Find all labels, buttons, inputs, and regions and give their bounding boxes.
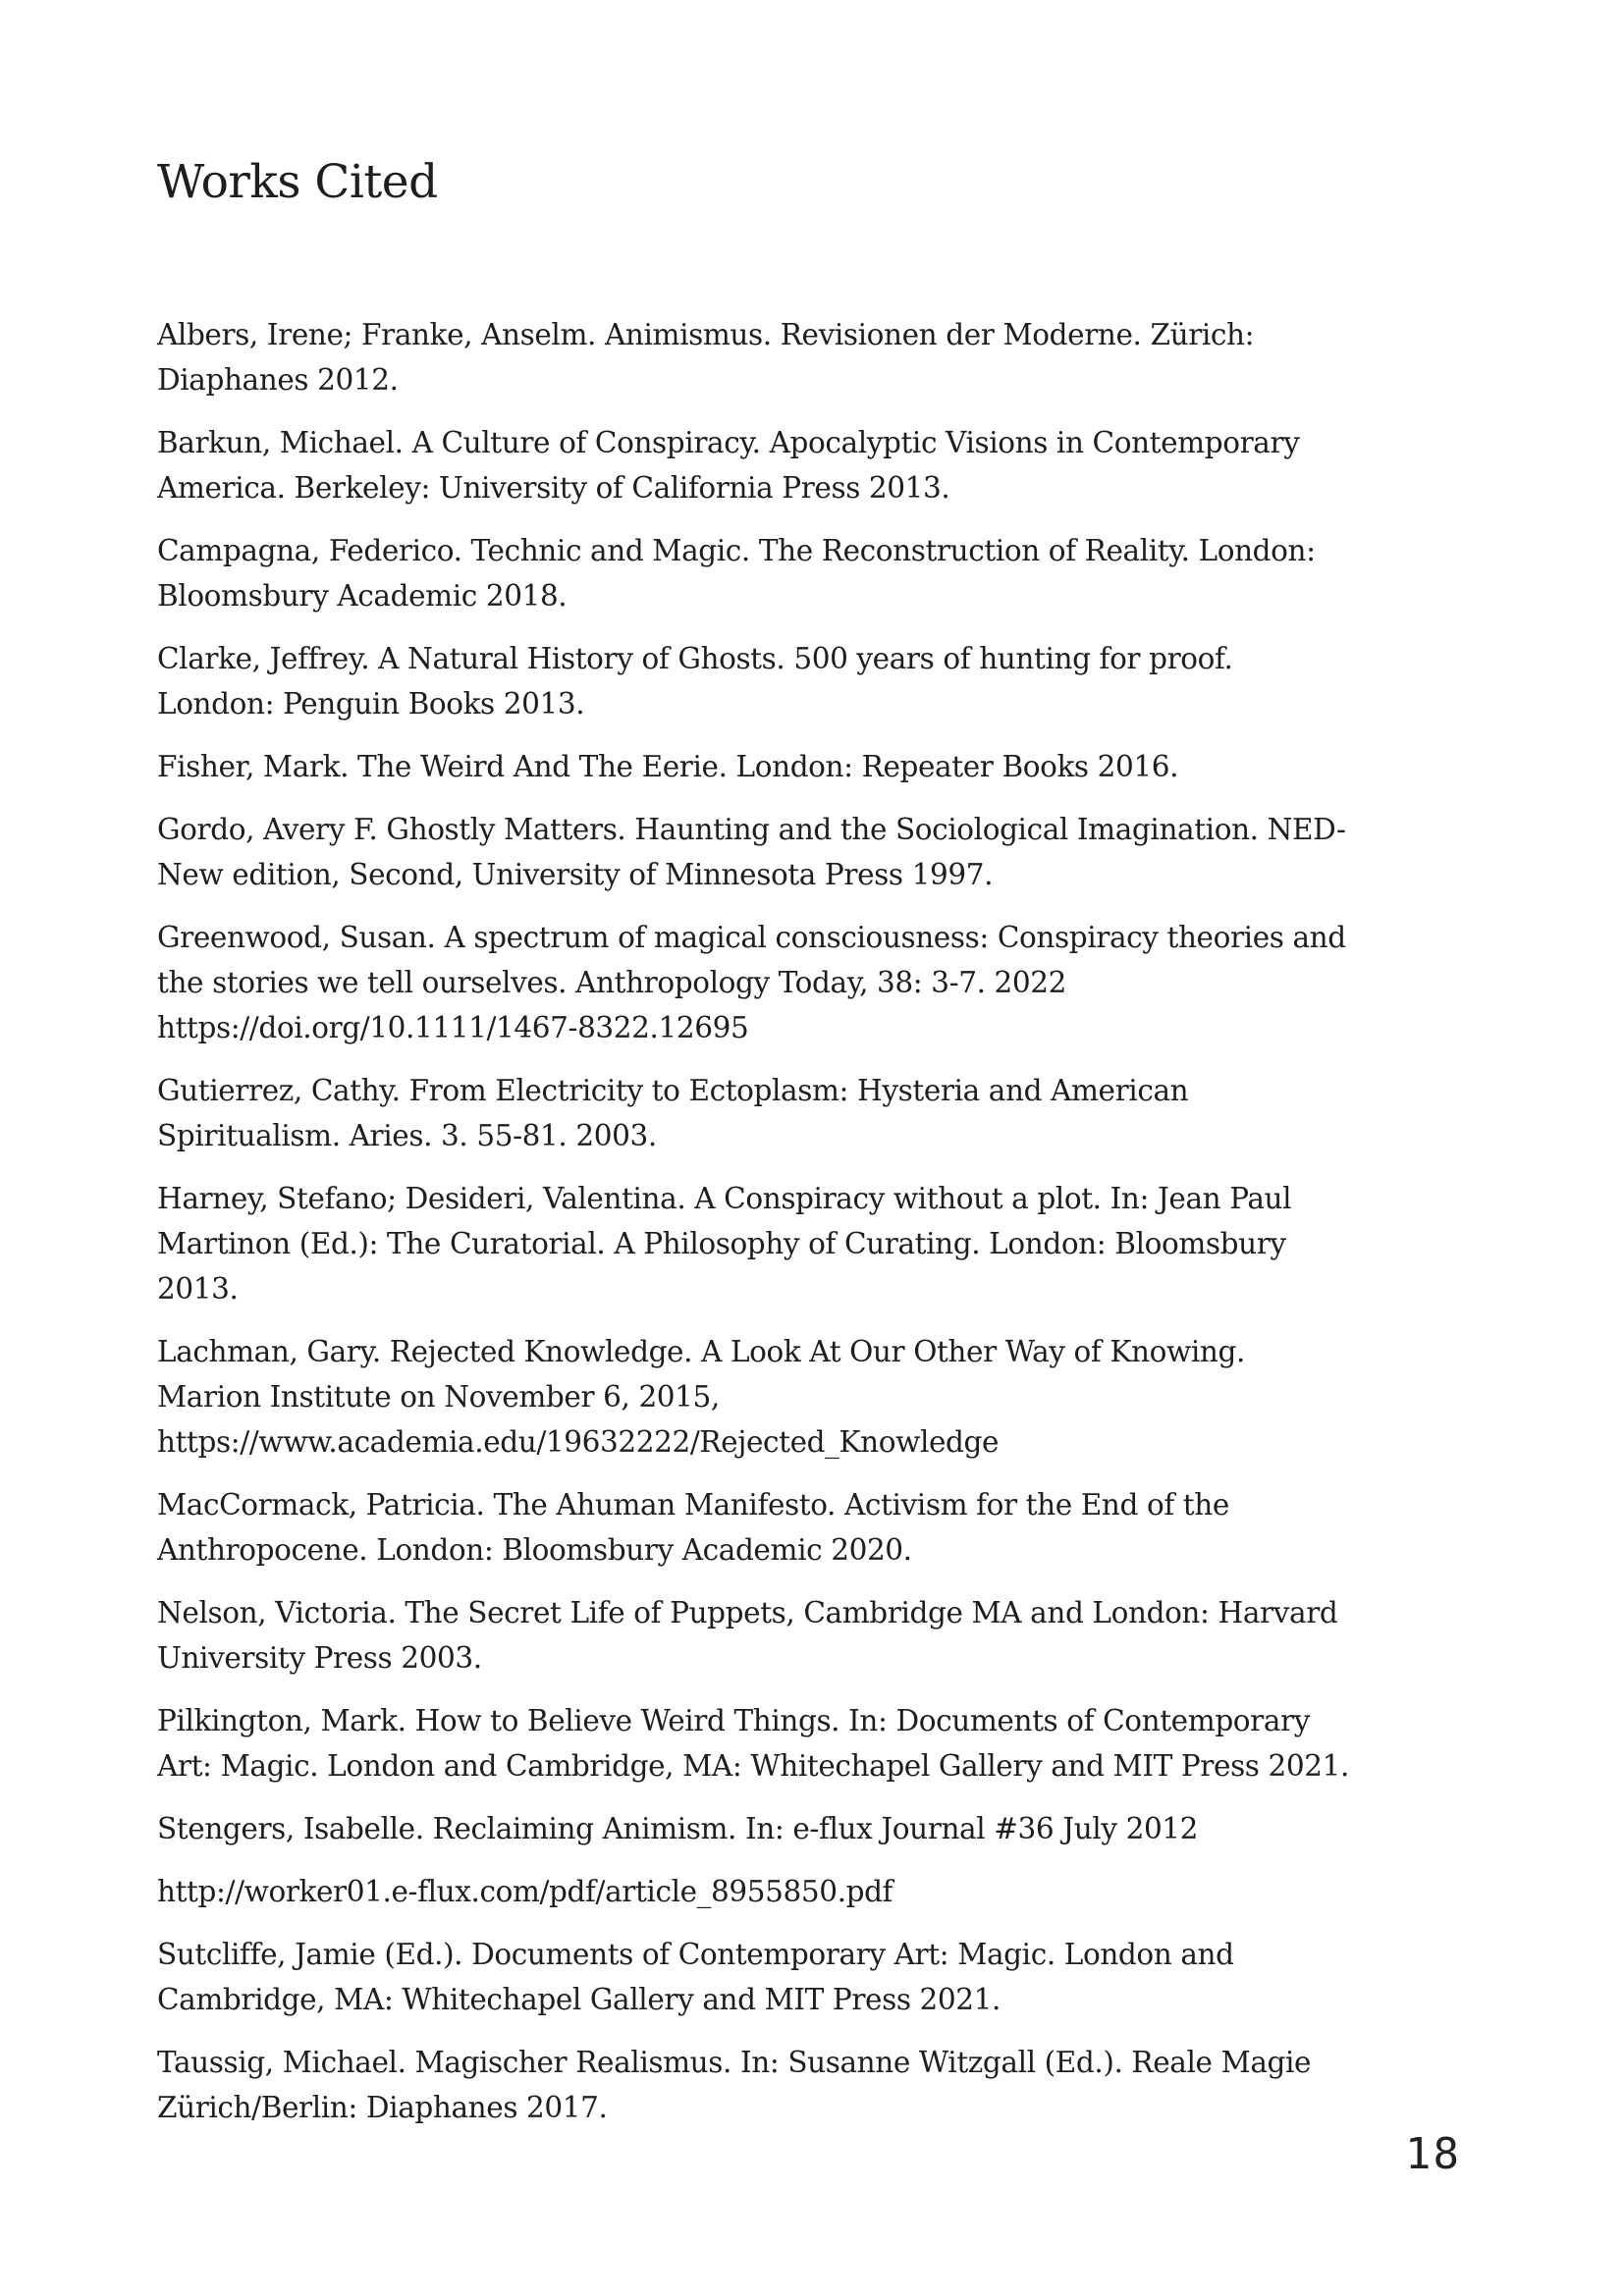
reference-line: Martinon (Ed.): The Curatorial. A Philosophy of Curating. London: Bloomsbury	[157, 1227, 1286, 1260]
reference-line: Spiritualism. Aries. 3. 55-81. 2003.	[157, 1119, 657, 1152]
reference-line: Greenwood, Susan. A spectrum of magical consciousness: Conspiracy theories and	[157, 921, 1346, 954]
reference-entry	[157, 1590, 1375, 1681]
reference-entry	[157, 744, 1375, 789]
reference-line: London: Penguin Books 2013.	[157, 687, 585, 721]
reference-entry	[157, 1482, 1375, 1573]
reference-line: Sutcliffe, Jamie (Ed.). Documents of Contemporary Art: Magic. London and	[157, 1938, 1234, 1971]
reference-line: Art: Magic. London and Cambridge, MA: Whitechapel Gallery and MIT Press 2021.	[157, 1749, 1349, 1783]
reference-line: Gordo, Avery F. Ghostly Matters. Haunting and the Sociological Imagination. NED-	[157, 813, 1346, 846]
reference-line: Clarke, Jeffrey. A Natural History of Ghosts. 500 years of hunting for proof.	[157, 642, 1233, 675]
reference-line: Bloomsbury Academic 2018.	[157, 579, 568, 613]
reference-line: Nelson, Victoria. The Secret Life of Puppets, Cambridge MA and London: Harvard	[157, 1596, 1338, 1629]
reference-line: Lachman, Gary. Rejected Knowledge. A Look At Our Other Way of Knowing.	[157, 1335, 1245, 1368]
reference-line: America. Berkeley: University of California Press 2013.	[157, 471, 950, 505]
reference-line: Fisher, Mark. The Weird And The Eerie. London: Repeater Books 2016.	[157, 750, 1179, 783]
reference-line: Barkun, Michael. A Culture of Conspiracy. Apocalyptic Visions in Contemporary	[157, 426, 1300, 459]
page-title: Works Cited	[157, 155, 438, 209]
reference-entry	[157, 1806, 1375, 1851]
reference-entry	[157, 420, 1375, 510]
reference-line: Marion Institute on November 6, 2015,	[157, 1380, 720, 1414]
reference-entry	[157, 2040, 1375, 2130]
reference-line: 2013.	[157, 1272, 239, 1306]
reference-entry	[157, 1932, 1375, 2022]
reference-line: Albers, Irene; Franke, Anselm. Animismus. Revisionen der Moderne. Zürich:	[157, 318, 1255, 351]
reference-entry	[157, 915, 1375, 1050]
reference-entry	[157, 312, 1375, 402]
reference-url: https://www.academia.edu/19632222/Rejected_Knowledge	[157, 1425, 1000, 1459]
reference-line: Gutierrez, Cathy. From Electricity to Ectoplasm: Hysteria and American	[157, 1074, 1189, 1107]
reference-line: Cambridge, MA: Whitechapel Gallery and MIT Press 2021.	[157, 1983, 1001, 2016]
reference-entry	[157, 636, 1375, 726]
reference-url: http://worker01.e-flux.com/pdf/article_8955850.pdf	[157, 1875, 893, 1908]
reference-entry	[157, 1329, 1375, 1465]
reference-line: New edition, Second, University of Minnesota Press 1997.	[157, 858, 994, 891]
reference-line: Diaphanes 2012.	[157, 363, 399, 397]
reference-entry	[157, 807, 1375, 897]
reference-entry	[157, 528, 1375, 618]
reference-line: Anthropocene. London: Bloomsbury Academic 2020.	[157, 1533, 912, 1567]
reference-entry	[157, 1698, 1375, 1789]
works-cited-list	[157, 312, 1375, 2148]
reference-entry	[157, 1176, 1375, 1311]
reference-entry	[157, 1869, 1375, 1914]
reference-url: https://doi.org/10.1111/1467-8322.12695	[157, 1011, 749, 1044]
reference-line: Pilkington, Mark. How to Believe Weird Things. In: Documents of Contemporary	[157, 1704, 1311, 1737]
reference-line: Zürich/Berlin: Diaphanes 2017.	[157, 2091, 608, 2124]
reference-line: Harney, Stefano; Desideri, Valentina. A Conspiracy without a plot. In: Jean Paul	[157, 1182, 1292, 1215]
reference-line: the stories we tell ourselves. Anthropology Today, 38: 3-7. 2022	[157, 966, 1067, 999]
reference-line: Stengers, Isabelle. Reclaiming Animism. In: e-flux Journal #36 July 2012	[157, 1812, 1199, 1845]
reference-line: MacCormack, Patricia. The Ahuman Manifesto. Activism for the End of the	[157, 1488, 1229, 1522]
reference-entry	[157, 1068, 1375, 1158]
page-number: 18	[1405, 2129, 1461, 2179]
reference-line: Taussig, Michael. Magischer Realismus. In: Susanne Witzgall (Ed.). Reale Magie	[157, 2046, 1312, 2079]
reference-line: Campagna, Federico. Technic and Magic. The Reconstruction of Reality. London:	[157, 534, 1316, 567]
reference-line: University Press 2003.	[157, 1641, 482, 1675]
